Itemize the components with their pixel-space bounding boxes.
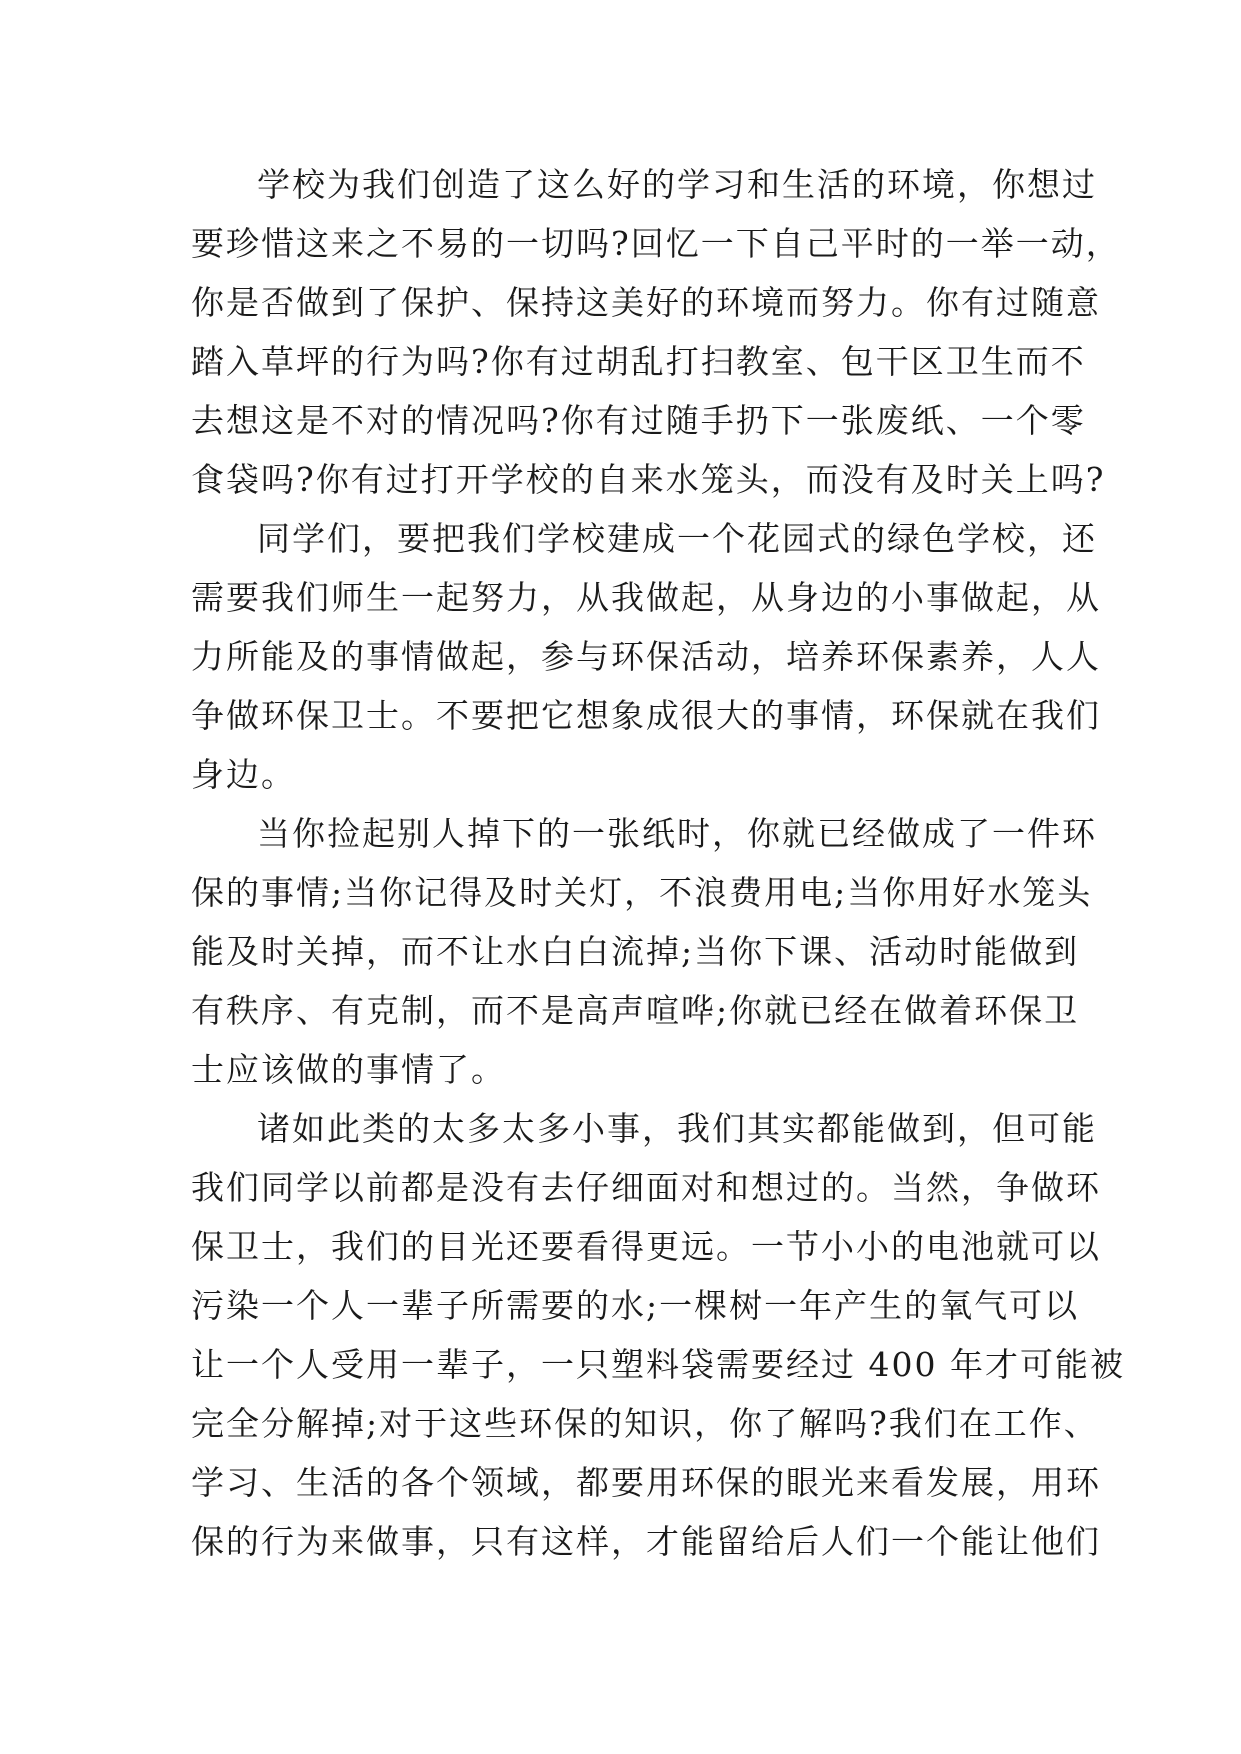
text-line: 同学们，要把我们学校建成一个花园式的绿色学校，还	[257, 519, 1097, 558]
paragraph-1	[191, 155, 1121, 509]
text-line: 污染一个人一辈子所需要的水;一棵树一年产生的氧气可以	[191, 1286, 1080, 1325]
text-line: 保的事情;当你记得及时关灯，不浪费用电;当你用好水笼头	[191, 873, 1093, 912]
text-line: 身边。	[191, 755, 296, 794]
text-line: 学习、生活的各个领域，都要用环保的眼光来看发展，用环	[191, 1463, 1101, 1502]
text-line: 诸如此类的太多太多小事，我们其实都能做到，但可能	[257, 1109, 1097, 1148]
text-line: 让一个人受用一辈子，一只塑料袋需要经过 400 年才可能被	[191, 1345, 1125, 1384]
text-line: 保的行为来做事，只有这样，才能留给后人们一个能让他们	[191, 1522, 1101, 1561]
text-line: 有秩序、有克制，而不是高声喧哗;你就已经在做着环保卫	[191, 991, 1080, 1030]
text-line: 保卫士，我们的目光还要看得更远。一节小小的电池就可以	[191, 1227, 1101, 1266]
text-line: 力所能及的事情做起，参与环保活动，培养环保素养，人人	[191, 637, 1101, 676]
text-line: 完全分解掉;对于这些环保的知识，你了解吗?我们在工作、	[191, 1404, 1099, 1443]
text-line: 士应该做的事情了。	[191, 1050, 506, 1089]
paragraph-3	[191, 804, 1097, 1099]
paragraph-2	[191, 509, 1101, 804]
text-line: 食袋吗?你有过打开学校的自来水笼头，而没有及时关上吗?	[191, 460, 1106, 499]
text-line: 能及时关掉，而不让水白白流掉;当你下课、活动时能做到	[191, 932, 1080, 971]
text-line: 你是否做到了保护、保持这美好的环境而努力。你有过随意	[191, 283, 1101, 322]
text-line: 我们同学以前都是没有去仔细面对和想过的。当然，争做环	[191, 1168, 1101, 1207]
paragraph-4	[191, 1099, 1125, 1571]
text-line: 去想这是不对的情况吗?你有过随手扔下一张废纸、一个零	[191, 401, 1086, 440]
text-line: 踏入草坪的行为吗?你有过胡乱打扫教室、包干区卫生而不	[191, 342, 1086, 381]
text-line: 当你捡起别人掉下的一张纸时，你就已经做成了一件环	[257, 814, 1097, 853]
text-line: 学校为我们创造了这么好的学习和生活的环境，你想过	[257, 165, 1097, 204]
body-text	[191, 155, 1125, 1571]
text-line: 需要我们师生一起努力，从我做起，从身边的小事做起，从	[191, 578, 1101, 617]
text-line: 争做环保卫士。不要把它想象成很大的事情，环保就在我们	[191, 696, 1101, 735]
text-line: 要珍惜这来之不易的一切吗?回忆一下自己平时的一举一动，	[191, 224, 1121, 263]
